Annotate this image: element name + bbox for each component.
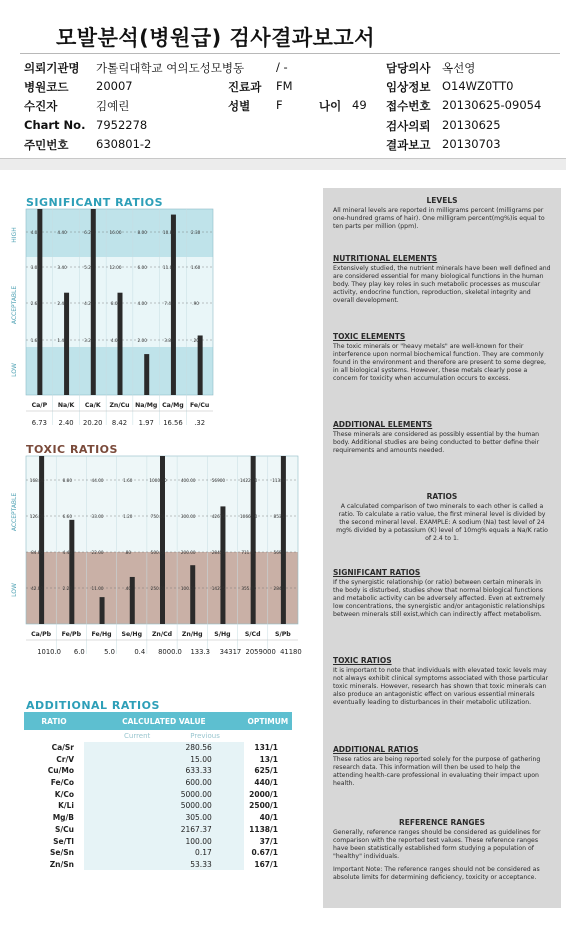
tick-label: 8535 [273,514,285,519]
col-optimum: OPTIMUM [244,712,292,730]
tick-label: 14225 [211,586,226,591]
value-label: 2059000 [245,648,276,656]
ratio-value: 5000.00 [84,788,244,800]
tick-label: 2.00 [137,338,147,343]
additional-ratios-table [24,712,292,870]
legend-ratios [333,492,551,543]
table-row [24,800,292,812]
ratio-optimum: 1138/1 [249,824,278,834]
zone-label: ACCEPTABLE [11,492,18,532]
toxic-ratios-text: It is important to note that individuals with elevated toxic levels may not always exhibit clinical symptoms associated with those particular toxic minerals. However, research has shown that toxic minerals can also produce an antagonistic effect on various essential minerals eventually leading to disturbances in their metabolic utilization. [333,667,549,707]
tick-label: 2845 [273,586,285,591]
info-row-4 [24,118,554,136]
ratio-name: Se/Tl [53,836,74,846]
tick-label: 100.00 [180,586,196,591]
ratio-name: Ca/Sr [51,743,74,753]
result-value: 20130703 [442,137,501,151]
hospital-code-label: 병원코드 [24,80,69,94]
tick-label: 3.40 [57,265,67,270]
tick-label: 250.00 [150,586,166,591]
table-row [24,859,292,871]
legend-additional-ratios [333,745,551,788]
category-label: Ca/P [31,402,48,409]
nutritional-heading: NUTRITIONAL ELEMENTS [333,254,438,263]
ratio-value: 2167.37 [84,824,244,836]
category-label: Zn/Cd [151,631,173,638]
tick-label: 1.60 [123,478,133,483]
ratio-value: 100.00 [84,835,244,847]
significant-text: If the synergistic relationship (or ratio) between certain minerals in the body is disturbed, studies show that normal biological functions and metabolic activity can be adversely affected. Even at extremely low concentrations, the synergistic and/or antagonistic relationships between minerals still exist,which can indirectly affect metabolism. [333,579,545,619]
tick-label: 1.60 [190,265,201,270]
table-row [24,824,292,836]
value-label: .32 [194,419,206,427]
ratio-name: K/Li [58,801,74,811]
ratio-optimum: 40/1 [259,813,278,823]
tick-label: 28450 [211,550,226,555]
tick-label: 126.00 [29,514,45,519]
ratio-optimum: 2500/1 [249,801,278,811]
category-label: Fe/Hg [91,631,112,638]
doctor-label: 담당의사 [386,61,431,75]
legend-toxic-ratios [333,656,551,707]
ratio-optimum: 625/1 [254,766,278,776]
tick-label: 4.00 [137,301,147,306]
bar-zn-hg [190,565,195,624]
ratio-name: Fe/Co [50,778,74,788]
chart-no-value: 7952278 [96,118,148,132]
tick-label: 11380 [272,478,286,483]
toxic-ratios-chart [0,452,315,692]
tick-label: 4.00 [110,338,121,343]
tick-label: 1066.00 [240,514,258,519]
ratios-text: A calculated comparison of two minerals to each other is called a ratio. To calculate a ratio value, the first mineral level is divided by the second mineral level. EXAMPLE: A sodium (Na) test level of 24 mg% divided by a potassium (K) level of 10mg% equals a Na/K ratio of 2.4 to 1. [336,503,548,543]
tick-label: 400.00 [180,478,196,483]
tick-label: 42675 [211,514,226,519]
value-label: 34317 [219,648,242,656]
bar-s-hg [220,506,225,624]
tick-label: 1.60 [30,338,41,343]
header-divider [20,53,560,54]
legend-panel [323,188,561,908]
tick-label: 200.00 [180,550,196,555]
bar-fe-hg [100,597,105,624]
ratio-value: 0.17 [84,847,244,859]
value-label: 1.97 [138,419,154,427]
category-label: Na/K [57,402,75,409]
resident-label: 주민번호 [24,138,69,152]
tick-label: 7.40 [164,301,174,306]
category-label: Ca/K [84,402,101,409]
tick-label: 16.00 [109,230,122,235]
ratios-heading: RATIOS [426,492,458,501]
additional-ratios-title: ADDITIONAL RATIOS [26,699,160,712]
tick-label: 11.00 [162,265,175,270]
tick-label: 4.40 [57,230,67,235]
tick-label: 11.00 [91,586,104,591]
chart-no-label: Chart No. [24,118,86,132]
tick-label: .40 [124,586,132,591]
bar-na-mg [144,354,149,395]
ratio-optimum: 13/1 [259,754,278,764]
tick-label: 6.60 [62,514,72,519]
additional-text: These minerals are considered as possibly essential by the human body. Additional studies are being conducted to better define their requirements and amounts needed. [333,431,540,455]
category-label: Zn/Hg [181,631,203,638]
levels-heading: LEVELS [426,196,458,205]
institution-label: 의뢰기관명 [24,61,80,75]
age-value: 49 [352,98,367,112]
zone-label: HIGH [11,227,18,243]
category-label: S/Cd [244,631,261,638]
category-label: S/Pb [275,631,291,638]
clinical-value: O14WZ0TT0 [442,79,514,93]
sex-value: F [276,98,283,112]
hospital-code-value: 20007 [96,79,133,93]
value-label: 20.20 [83,419,103,427]
ratio-optimum: 2000/1 [249,789,278,799]
table-row [24,742,292,754]
ratio-value: 633.33 [84,765,244,777]
table-row [24,788,292,800]
table-row [24,753,292,765]
category-label: Zn/Cu [109,402,130,409]
tick-label: 5690 [273,550,285,555]
ratio-optimum: 37/1 [259,836,278,846]
toxic-ratios-heading: TOXIC RATIOS [333,656,392,665]
tick-label: 5.20 [84,265,94,270]
value-label: 6.0 [73,648,85,656]
tick-label: 3.20 [84,338,94,343]
bar-fe-cu [198,335,203,395]
legend-toxic [333,332,551,383]
value-label: 0.4 [134,648,146,656]
reference-note: Important Note: The reference ranges should not be considered as absolute limits for determining deficiency, toxicity or acceptance. [333,866,540,882]
additional-header-row [24,712,292,730]
ratio-name: Zn/Sn [49,859,74,869]
tick-label: 4.40 [62,550,72,555]
info-row-3 [24,98,554,116]
info-row-2 [24,79,554,97]
category-label: Se/Hg [121,631,143,638]
legend-nutritional [333,254,551,305]
table-row [24,777,292,789]
tick-label: 2.20 [62,586,72,591]
ratio-name: Cr/V [56,754,74,764]
tick-label: 4.00 [30,230,41,235]
legend-significant [333,568,551,619]
dept-value: FM [276,79,293,93]
legend-additional [333,420,551,455]
ratio-name: Cu/Mo [47,766,74,776]
section-separator [0,158,566,170]
value-label: 2.40 [58,419,74,427]
ratio-value: 53.33 [84,859,244,871]
tick-label: 1000.00 [149,478,167,483]
tick-label: .80 [124,550,132,555]
ratio-value: 600.00 [84,777,244,789]
tick-label: 33.00 [91,514,104,519]
additional-ratios-heading: ADDITIONAL RATIOS [333,745,419,754]
value-label: 5.0 [104,648,115,656]
table-row [24,765,292,777]
tick-label: 2.40 [57,301,67,306]
category-label: S/Hg [214,631,231,638]
receipt-label: 접수번호 [386,99,431,113]
significant-heading: SIGNIFICANT RATIOS [333,568,421,577]
col-ratio: RATIO [24,712,84,730]
value-label: 133.3 [190,648,210,656]
additional-subheader-row [24,730,292,742]
reference-text: Generally, reference ranges should be considered as guidelines for comparison with the reported test values. These reference ranges have been statistically established form studying a population of "healthy" individuals. [333,829,541,861]
ratio-name: Se/Sn [50,848,74,858]
tick-label: 300.00 [180,514,196,519]
bar-fe-pb [69,520,74,624]
ratio-name: S/Cu [55,824,74,834]
category-label: Ca/Mg [162,402,184,409]
levels-text: All mineral levels are reported in milligrams percent (milligrams per one-hundred grams of hair). One milligram percent(mg%)is equal to ten parts per million (ppm). [333,207,545,231]
col-calculated: CALCULATED VALUE [84,712,244,730]
request-value: 20130625 [442,118,501,132]
bar-na-k [64,293,69,395]
additional-ratios-text: These ratios are being reported solely for the purpose of gathering research data. This information will then be used to help the attending health-care professional in evaluating their impact upon health. [333,756,541,788]
examinee-value: 김예린 [96,99,130,113]
tick-label: 22.00 [91,550,104,555]
tick-label: 56900 [211,478,226,483]
value-label: 8000.0 [158,648,182,656]
examinee-label: 수진자 [24,99,58,113]
significant-ratios-title: SIGNIFICANT RATIOS [26,196,164,209]
toxic-ratios-title: TOXIC RATIOS [26,443,118,456]
table-row [24,835,292,847]
ratio-value: 5000.00 [84,800,244,812]
resident-value: 630801-2 [96,137,152,151]
tick-label: 500.00 [150,550,166,555]
table-row [24,812,292,824]
tick-label: 711.00 [241,550,256,555]
value-label: 6.73 [31,419,47,427]
value-label: 1010.0 [37,648,62,656]
tick-label: 6.20 [84,230,94,235]
value-label: 16.56 [163,419,183,427]
value-label: 8.42 [111,419,128,427]
significant-ratios-chart [0,205,315,437]
tick-label: 8.00 [137,230,147,235]
ratio-name: K/Co [54,789,74,799]
tick-label: 168.00 [29,478,45,483]
reference-heading: REFERENCE RANGES [398,818,486,827]
zone-label: ACCEPTABLE [11,285,18,325]
request-label: 검사의뢰 [386,119,431,133]
tick-label: 84.00 [31,550,44,555]
ratio-value: 280.56 [84,742,244,754]
tick-label: 4.20 [84,301,94,306]
value-label: 41180 [280,648,302,656]
dept-label: 진료과 [228,80,262,94]
legend-levels [333,196,551,231]
category-label: Ca/Pb [31,631,52,638]
bar-zn-cu [118,293,123,395]
toxic-text: The toxic minerals or "heavy metals" are well-known for their interference upon normal biochemical function. They are commonly found in the environment and therefore are present to some degree, in all biological systems. However, these metals clearly pose a concern for toxicity when accumulation occurs to excess. [333,343,547,383]
tick-label: .20 [192,338,199,343]
category-label: Fe/Cu [189,402,210,409]
tick-label: 355.00 [241,586,256,591]
receipt-value: 20130625-09054 [442,98,542,112]
tick-label: 2.60 [30,301,41,306]
legend-reference [333,818,551,882]
toxic-heading: TOXIC ELEMENTS [333,332,406,341]
institution-value: 가톨릭대학교 여의도성모병동 [96,61,245,75]
sex-label: 성별 [228,99,251,113]
tick-label: 3.80 [164,338,174,343]
additional-heading: ADDITIONAL ELEMENTS [333,420,433,429]
tick-label: 8.80 [62,478,72,483]
tick-label: 10.80 [162,230,175,235]
ratio-value: 305.00 [84,812,244,824]
tick-label: 2.30 [190,230,201,235]
tick-label: .90 [192,301,199,306]
ratio-value: 15.00 [84,753,244,765]
tick-label: 44.00 [91,478,104,483]
institution-extra: / - [276,60,288,74]
sub-current: Current [124,731,151,740]
category-label: Fe/Pb [61,631,82,638]
doctor-value: 옥선영 [442,61,476,75]
info-row-5 [24,137,554,155]
ratio-optimum: 0.67/1 [251,848,278,858]
zone-label: LOW [11,363,18,377]
info-row-1 [24,60,554,78]
sub-previous: Previous [190,731,220,740]
tick-label: 42.00 [31,586,44,591]
result-label: 결과보고 [386,138,431,152]
ratio-optimum: 167/1 [254,859,278,869]
zone-label: LOW [11,583,18,597]
report-title: 모발분석(병원급) 검사결과보고서 [56,26,376,50]
tick-label: 750.00 [150,514,166,519]
tick-label: 12.00 [109,265,122,270]
ratio-optimum: 131/1 [254,743,278,753]
tick-label: 1.20 [123,514,133,519]
age-label: 나이 [319,99,342,113]
category-label: Na/Mg [135,402,158,409]
table-row [24,847,292,859]
tick-label: 1.40 [57,338,67,343]
nutritional-text: Extensively studied, the nutrient minerals have been well defined and are considered essential for many biological functions in the human body. They play key roles in such metabolic processes as muscular activity, endocrine function, reproduction, skeletal integrity and overall development. [333,265,551,305]
bar-se-hg [130,577,135,624]
tick-label: 6.00 [137,265,147,270]
ratio-optimum: 440/1 [254,778,278,788]
tick-label: 1422.00 [240,478,258,483]
tick-label: 8.00 [110,301,121,306]
tick-label: 3.00 [30,265,41,270]
clinical-label: 임상정보 [386,80,431,94]
ratio-name: Mg/B [52,813,74,823]
